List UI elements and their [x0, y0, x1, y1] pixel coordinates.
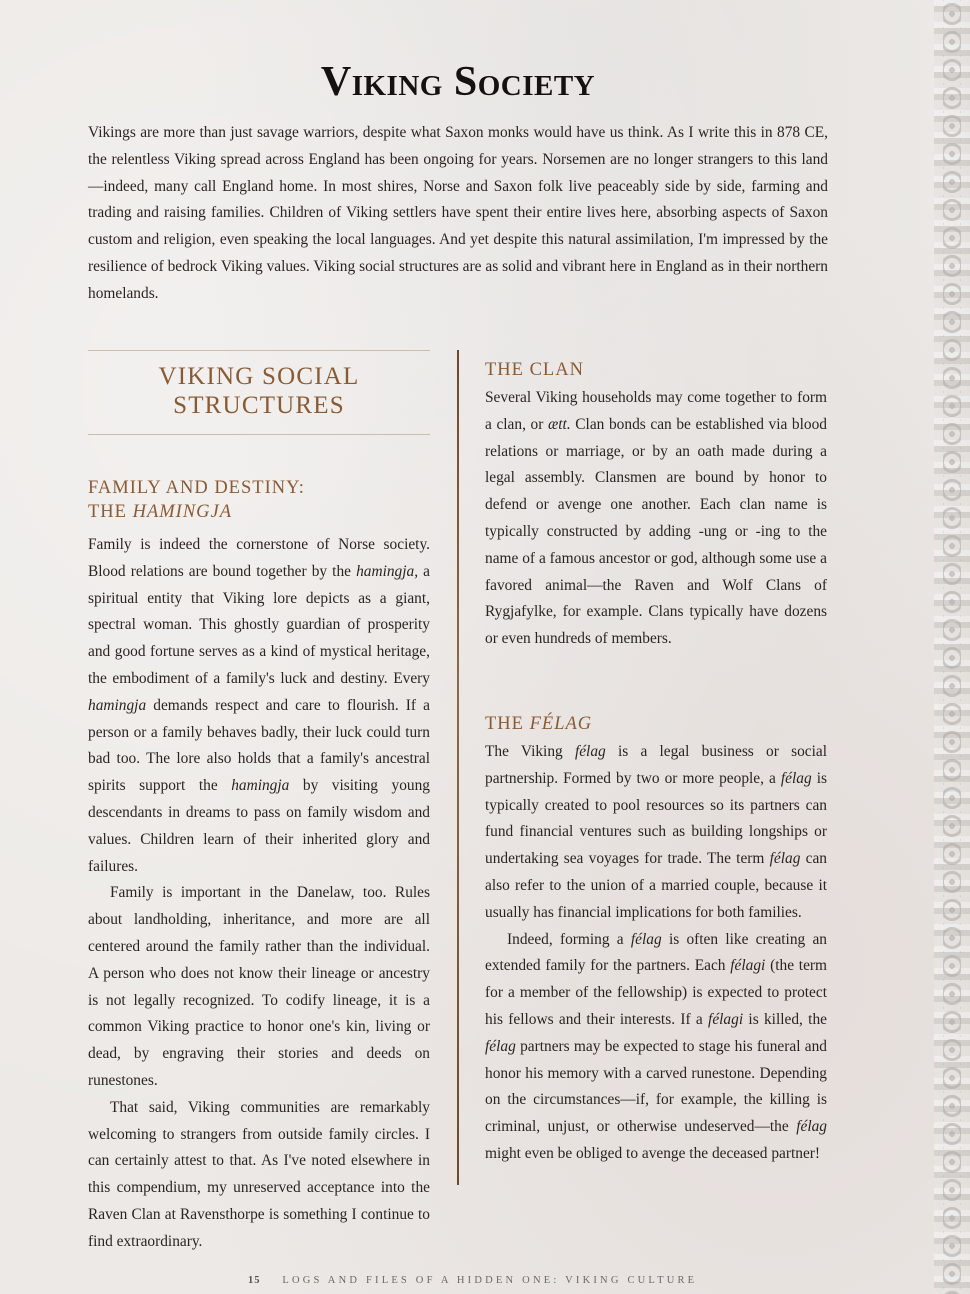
- text-run: partners may be expected to stage his funeral and honor his memory with a carved runestone. Depending on the circumstances—if, for example, the killing is criminal, unjust, or otherwise undeserved—the: [485, 1037, 827, 1136]
- section-heading: [88, 362, 430, 420]
- bottom-rule: [88, 434, 430, 435]
- page-footer: [248, 1275, 697, 1286]
- text-run: Clan bonds can be established via blood relations or marriage, or by an oath made during a legal assembly. Clansmen are bound by honor to defend or avenge one another. Each clan name is typically constructed by adding -ung or -ing to the name of a famous ancestor or god, although some use a favored animal—the Raven and Wolf Clans of Rygjafylke, for example. Clans typically have dozens or even hundreds of members.: [485, 415, 827, 648]
- running-title: LOGS AND FILES OF A HIDDEN ONE: VIKING CULTURE: [282, 1275, 698, 1286]
- family-paragraph: [88, 880, 430, 1094]
- column-divider: [457, 350, 459, 1185]
- text-run: a spiritual entity that Viking lore depicts as a giant, spectral woman. This ghostly guardian of prosperity and good fortune serves as a kind of mystical heritage, the embodiment of a family's luck and destiny. Every: [88, 562, 430, 687]
- felag-paragraph: [485, 739, 827, 927]
- text-run: is a legal business or social partnership. Formed by two or more people, a: [485, 742, 827, 787]
- decorative-border: [934, 0, 970, 1294]
- italic-term: félag: [796, 1118, 827, 1136]
- text-run: is killed, the: [743, 1010, 827, 1028]
- family-heading-line2-italic: HAMINGJA: [132, 502, 233, 522]
- section-heading-box: [88, 351, 430, 434]
- section-heading-line1: VIKING SOCIAL: [158, 363, 360, 390]
- italic-term: félag: [574, 742, 606, 760]
- italic-term: ætt.: [548, 415, 571, 433]
- text-run: Family is indeed the cornerstone of Norse society. Blood relations are bound together by the: [88, 536, 430, 580]
- page-number: 15: [248, 1275, 261, 1286]
- text-run: (the term for a member of the fellowship) is expected to protect his fellows and their interests. If a: [485, 957, 827, 1028]
- text-run: The Viking: [485, 742, 575, 760]
- italic-term: hamingja: [231, 777, 290, 795]
- text-run: That said, Viking communities are remarkably welcoming to strangers from outside family circles. I can certainly attest to that. As I've noted elsewhere in this compendium, my unreserved acceptance into the Raven Clan at Ravensthorpe is something I continue to find extraordinary.: [88, 1098, 430, 1250]
- family-paragraph: [88, 1095, 430, 1256]
- felag-paragraph: [485, 927, 827, 1168]
- family-heading-line2-prefix: THE: [88, 502, 133, 522]
- text-run: by visiting young descendants in dreams to pass on family wisdom and values. Children learn of their inherited glory and failures.: [88, 777, 430, 875]
- felag-heading-italic: FÉLAG: [529, 713, 593, 734]
- text-run: might even be obliged to avenge the deceased partner!: [485, 1144, 821, 1162]
- family-paragraph: [88, 532, 430, 880]
- italic-term: félag: [769, 850, 801, 868]
- text-run: demands respect and care to flourish. If a person or a family behaves badly, their luck could turn bad too. The lore also holds that a family's ancestral spirits support the: [88, 696, 430, 795]
- text-run: is often like creating an extended family for the partners. Each: [485, 930, 828, 975]
- text-run: Indeed, forming a: [507, 930, 631, 948]
- left-column: [88, 350, 430, 1256]
- intro-paragraph: Vikings are more than just savage warriors, despite what Saxon monks would have us think. As I write this in 878 CE, the relentless Viking spread across England has been ongoing for years. Norsemen are no longer strangers to this land—indeed, many call England home. In most shires, Norse and Saxon folk live peaceably side by side, farming and trading and raising families. Children of Viking settlers have spent their entire lives here, absorbing aspects of Saxon custom and religion, even speaking the local languages. And yet despite this natural assimilation, I'm impressed by the resilience of bedrock Viking values. Viking social structures are as solid and vibrant here in England as in their northern homelands.: [88, 124, 828, 302]
- clan-paragraph: [485, 385, 827, 653]
- text-run: can also refer to the union of a married couple, because it usually has financial implications for both families.: [485, 850, 827, 921]
- italic-term: félagi: [730, 957, 766, 975]
- italic-term: félag: [780, 769, 812, 787]
- right-column: [485, 358, 827, 1168]
- italic-term: félagi: [708, 1010, 744, 1028]
- felag-heading-prefix: THE: [485, 713, 530, 734]
- text-run: Several Viking households may come together to form a clan, or: [485, 389, 827, 433]
- italic-term: hamingja,: [356, 562, 419, 580]
- section-heading-line2: STRUCTURES: [173, 392, 345, 419]
- text-run: Family is important in the Danelaw, too. Rules about landholding, inheritance, and more are all centered around the family rather than the individual. A person who does not know their lineage or ancestry is not legally recognized. To codify lineage, it is a common Viking practice to honor one's kin, living or dead, by engraving their stories and deeds on runestones.: [88, 884, 430, 1089]
- clan-heading: THE CLAN: [485, 360, 584, 380]
- family-heading: [88, 476, 430, 524]
- italic-term: félag: [485, 1037, 516, 1055]
- italic-term: félag: [630, 930, 662, 948]
- family-heading-line1: FAMILY AND DESTINY:: [88, 478, 305, 498]
- text-run: is typically created to pool resources so its partners can fund financial ventures such as building longships or undertaking sea voyages for trade. The term: [485, 769, 827, 868]
- felag-heading: [485, 712, 827, 736]
- italic-term: hamingja: [88, 696, 147, 714]
- page-title: Viking Society: [320, 59, 596, 105]
